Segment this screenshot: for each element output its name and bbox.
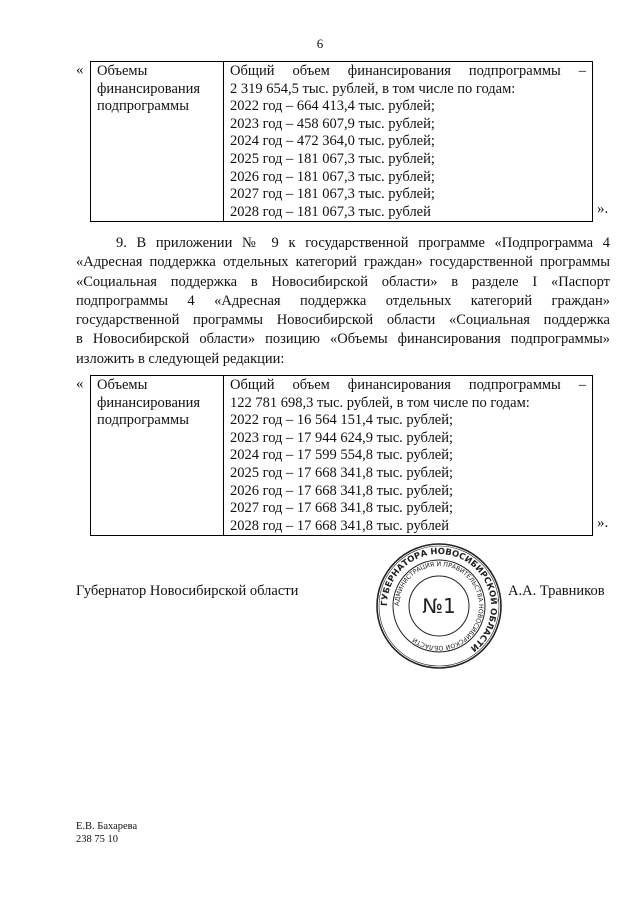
table1-label-line: подпрограммы [97, 98, 189, 115]
table1-content-line: 2022 год – 664 413,4 тыс. рублей; [230, 98, 435, 115]
paragraph-line: в Новосибирской области» позицию «Объемы финансирования подпрограммы» [76, 331, 610, 348]
table2-content-cell [224, 376, 593, 536]
amendment-paragraph [76, 234, 610, 369]
table1-content-line: 2027 год – 181 067,3 тыс. рублей; [230, 186, 435, 203]
table1-content-cell [224, 62, 593, 222]
signatory-position: Губернатор Новосибирской области [76, 583, 299, 599]
signatory-name: А.А. Травников [508, 583, 605, 599]
official-seal [374, 541, 504, 671]
table2-content-line: 2027 год – 17 668 341,8 тыс. рублей; [230, 500, 454, 517]
table1-label-cell [91, 62, 224, 222]
table2-close-quote: ». [597, 515, 609, 531]
seal-ring-text: ГУБЕРНАТОРА НОВОСИБИРСКОЙ ОБЛАСТИ [379, 546, 499, 654]
table2-content-line: 2023 год – 17 944 624,9 тыс. рублей; [230, 429, 454, 446]
paragraph-line: 9. В приложении № 9 к государственной программе «Подпрограмма 4 [116, 235, 610, 251]
table1-content-line: 2024 год – 472 364,0 тыс. рублей; [230, 133, 435, 150]
table1-open-quote: « [76, 62, 84, 78]
table1-content-line: 2023 год – 458 607,9 тыс. рублей; [230, 115, 435, 132]
paragraph-line: изложить в следующей редакции: [76, 350, 285, 367]
table2-content-line: 2025 год – 17 668 341,8 тыс. рублей; [230, 464, 454, 481]
table2-label-line: подпрограммы [97, 412, 189, 429]
paragraph-line: «Социальная поддержка в Новосибирской области» в разделе I «Паспорт [76, 273, 610, 290]
table1-content-line: Общий объем финансирования подпрограммы – [230, 63, 586, 79]
author-name: Е.В. Бахарева [76, 821, 138, 832]
funding-table-2 [90, 375, 593, 536]
table2-content-line: 2026 год – 17 668 341,8 тыс. рублей; [230, 482, 454, 499]
document-footer [76, 820, 137, 846]
table2-content-line: 2022 год – 16 564 151,4 тыс. рублей; [230, 412, 454, 429]
author-phone: 238 75 10 [76, 834, 118, 845]
table1-content-line: 2025 год – 181 067,3 тыс. рублей; [230, 150, 435, 167]
paragraph-line: подпрограммы 4 «Адресная поддержка отдельных категорий граждан» [76, 292, 610, 309]
paragraph-line: государственной программы Новосибирской области «Социальная поддержка [76, 312, 610, 329]
table2-content-line: Общий объем финансирования подпрограммы – [230, 377, 586, 393]
table2-label-line: Объемы [97, 377, 148, 393]
table2-content-line: 2024 год – 17 599 554,8 тыс. рублей; [230, 447, 454, 464]
table2-label-cell [91, 376, 224, 536]
table1-content-line: 2 319 654,5 тыс. рублей, в том числе по годам: [230, 80, 516, 97]
table1-close-quote: ». [597, 201, 609, 217]
table1-content-line: 2026 год – 181 067,3 тыс. рублей; [230, 168, 435, 185]
table2-content-line: 122 781 698,3 тыс. рублей, в том числе по годам: [230, 394, 530, 411]
table1-label-line: Объемы [97, 63, 148, 79]
paragraph-line: «Адресная поддержка отдельных категорий граждан» государственной программы [76, 254, 610, 271]
table2-open-quote: « [76, 376, 84, 392]
seal-center-number: №1 [422, 594, 456, 618]
table1-label-line: финансирования [97, 80, 201, 97]
table2-content-line: 2028 год – 17 668 341,8 тыс. рублей [230, 517, 450, 534]
table1-content-line: 2028 год – 181 067,3 тыс. рублей [230, 203, 431, 220]
table2-label-line: финансирования [97, 394, 201, 411]
page-number: 6 [316, 36, 324, 51]
seal-inner-text: АДМИНИСТРАЦИЯ И ПРАВИТЕЛЬСТВА НОВОСИБИРСКОЙ ОБЛАСТИ [393, 560, 485, 652]
funding-table-1 [90, 61, 593, 222]
